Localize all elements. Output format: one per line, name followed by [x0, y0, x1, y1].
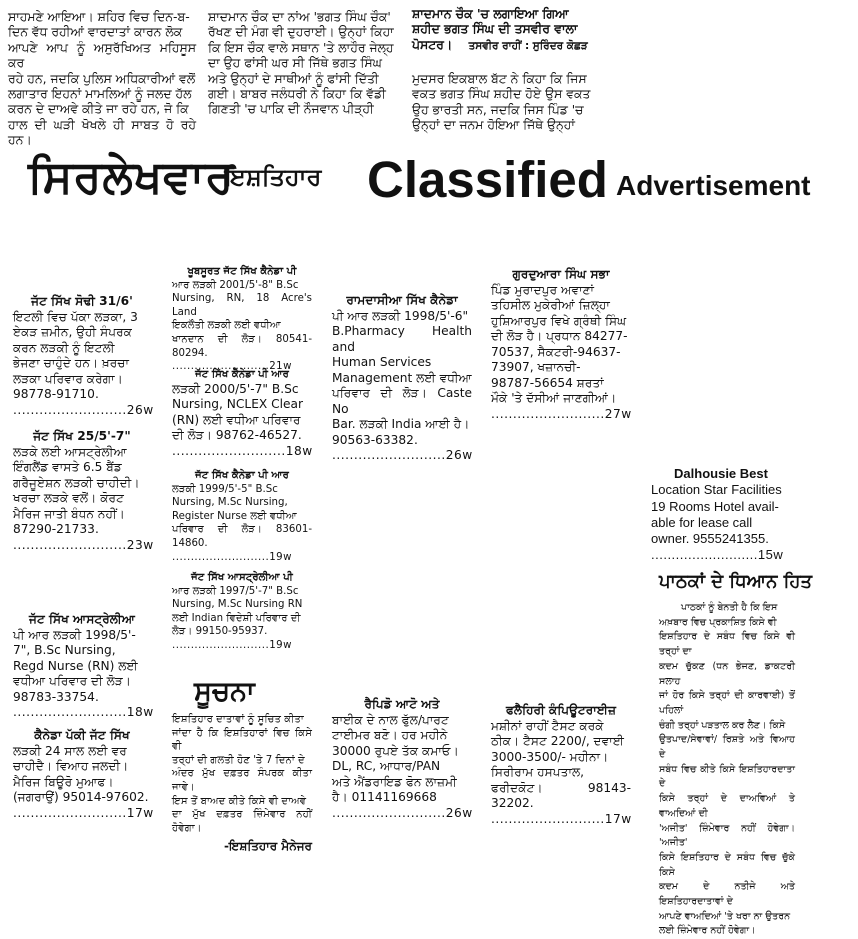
ad-code: 15w [757, 547, 784, 563]
ad-heading: ਖੂਬਸੂਰਤ ਜੱਟ ਸਿੱਖ ਕੈਨੇਡਾ ਪੀ [187, 266, 297, 277]
ad-line: able for lease call [651, 514, 753, 530]
classified-ad [332, 293, 472, 464]
ad-line: ਹੁਸ਼ਿਆਰਪੁਰ ਵਿਖੇ ਗ੍ਰੰਥੀ ਸਿੰਘ [491, 313, 627, 328]
ad-heading: ਜੱਟ ਸਿੱਖ 25/5'-7" [33, 429, 131, 443]
ad-heading: ਕੈਨੇਡਾ ਪੱਕੀ ਜੱਟ ਸਿੱਖ [34, 728, 130, 742]
ad-line: ਫਰੀਦਕੋਟ। 98143-32202. [491, 780, 631, 810]
ad-heading: ਜੱਟ ਸਿੱਖ ਸੋਢੀ 31/6' [31, 294, 133, 308]
section-title-punjabi: ਸਿਰਲੇਖਵਾਰ [28, 150, 235, 203]
notice-line: ਕਿਸੇ ਇਸ਼ਤਿਹਾਰ ਦੇ ਸਬੰਧ ਵਿਚ ਚੁੱਕੇ ਕਿਸੇ [659, 851, 795, 878]
ad-line: owner. 9555241355. [651, 531, 769, 547]
section-subtitle-english: Advertisement [616, 170, 811, 201]
readers-notice [659, 601, 795, 939]
ad-code: 19w [269, 639, 292, 651]
ad-line: ਵਧੀਆ ਪਰਿਵਾਰ ਦੀ ਲੋੜ। [13, 674, 132, 688]
news-line: ਅਤੇ ਉਨ੍ਹਾਂ ਦੇ ਸਾਥੀਆਂ ਨੂੰ ਫਾਂਸੀ ਦਿੱਤੀ [208, 70, 379, 86]
ad-line: ਪਿੰਡ ਮੁਰਾਦਪੁਰ ਅਵਾਣਾਂ [491, 282, 594, 297]
ad-line: ਲੜਕੀ 1999/5'-5" B.Sc [172, 483, 278, 495]
ad-line: ਲੜਕੇ ਲਈ ਆਸਟ੍ਰੇਲੀਆ [13, 444, 127, 459]
notice-line: ਉਤਪਾਦ/ਸੇਵਾਵਾਂ/ ਰਿਸ਼ਤੇ ਅਤੇ ਵਿਆਹ ਦੇ [659, 734, 795, 761]
news-line: ਗਿਣਤੀ 'ਚ ਪਾਕਿ ਦੀ ਨੌਜਵਾਨ ਪੀੜ੍ਹੀ [208, 101, 374, 117]
ad-line: ਲਈ Indian ਵਿਦੇਸ਼ੀ ਪਰਿਵਾਰ ਦੀ [172, 612, 301, 624]
ad-line: ਆਰ ਲੜਕੀ 1997/5'-7" B.Sc [172, 585, 299, 597]
ad-code: 19w [269, 551, 292, 563]
photo-credit: ਤਸਵੀਰ ਰਾਹੀਂ : ਸੁਰਿੰਦਰ ਕੋਛੜ [468, 39, 588, 52]
ad-line: 87290-21733. [13, 522, 99, 536]
ad-separator: ..........................26w [332, 805, 473, 820]
ad-separator: ..........................26w [13, 402, 154, 417]
ad-line: Human Services [332, 355, 432, 369]
ad-line: ਆਰ ਲੜਕੀ 2001/5'-8" B.Sc [172, 279, 299, 291]
ad-line: 30000 ਰੁਪਏ ਤੱਕ ਕਮਾਓ। [332, 743, 459, 758]
ad-line: ਲੜਕੀ 2000/5'-7" B.Sc [172, 381, 299, 396]
classified-ad [332, 697, 472, 821]
ad-line: ਪਰਿਵਾਰ ਦੀ ਲੋੜ। Caste No [332, 386, 472, 416]
ad-code: 27w [604, 406, 632, 421]
notice-line: ਕਿਸੇ ਤਰ੍ਹਾਂ ਦੇ ਦਾਅਵਿਆਂ ਤੇ ਵਾਅਦਿਆਂ ਦੀ [659, 793, 795, 819]
news-line: ਉਹ ਭਾਰਤੀ ਸਨ, ਜਦਕਿ ਜਿਸ ਪਿੰਡ 'ਚ [412, 101, 584, 117]
classified-ad [172, 265, 312, 374]
ad-line: ਟਾਈਮਰ ਬਣੋ। ਹਰ ਮਹੀਨੇ [332, 728, 448, 742]
notice-line: ਸਬੰਧ ਵਿਚ ਕੀਤੇ ਕਿਸੇ ਇਸ਼ਤਿਹਾਰਦਾਤਾ ਦੇ [659, 763, 795, 790]
notice-line: ਇਸ਼ਤਿਹਾਰ ਦਾਤਾਵਾਂ ਨੂੰ ਸੂਚਿਤ ਕੀਤਾ [172, 714, 304, 725]
notice-line: ਕਦਮ ਚੁੱਕਣ (ਧਨ ਭੇਜਣ, ਡਾਕਟਰੀ ਸਲਾਹ [659, 660, 795, 687]
notice-line: ਦਾ ਮੁੱਖ ਦਫ਼ਤਰ ਜ਼ਿੰਮੇਵਾਰ ਨਹੀਂ ਹੋਵੇਗਾ। [172, 809, 312, 834]
ad-line: 3000-3500/- ਮਹੀਨਾ। [491, 749, 609, 764]
ad-line: ਮੈਰਿਜ ਜਾਤੀ ਬੰਧਨ ਨਹੀਂ। [13, 506, 125, 521]
ad-separator: ..........................17w [491, 811, 632, 826]
ad-code: 21w [269, 361, 292, 373]
ad-line: ਕਰਨ ਲੜਕੀ ਨੂੰ ਇਟਲੀ [13, 340, 115, 355]
ad-line: ਲੜਕਾ ਪਰਿਵਾਰ ਕਰੇਗਾ। [13, 371, 123, 386]
ad-line: B.Pharmacy Health and [332, 324, 472, 354]
news-line: ਮੁਦਸਰ ਇਕਬਾਲ ਬੱਟ ਨੇ ਕਿਹਾ ਕਿ ਜਿਸ [412, 71, 587, 86]
ad-separator: ..........................27w [491, 406, 632, 421]
caption-line: ਸ਼ਹੀਦ ਭਗਤ ਸਿੰਘ ਦੀ ਤਸਵੀਰ ਵਾਲਾ [412, 21, 578, 37]
ad-separator: ..........................18w [172, 443, 313, 458]
ad-line: 98787-56654 ਸ਼ਰਤਾਂ [491, 375, 604, 390]
notice-line: ਅੰਦਰ ਮੁੱਖ ਦਫ਼ਤਰ ਸੰਪਰਕ ਕੀਤਾ ਜਾਵੇ। [172, 768, 312, 793]
caption-line [412, 37, 600, 54]
ad-line: Location Star Facilities [651, 482, 782, 498]
ad-line: ਮੌਕੇ 'ਤੇ ਦੱਸੀਆਂ ਜਾਣਗੀਆਂ। [491, 391, 617, 405]
news-line: ਰੱਖਣ ਦੀ ਮੰਗ ਵੀ ਦੁਹਰਾਈ। ਉਨ੍ਹਾਂ ਕਿਹਾ [208, 24, 394, 40]
ad-heading: ਗੁਰਦੁਆਰਾ ਸਿੰਘ ਸਭਾ [512, 267, 610, 281]
classified-ad [651, 466, 791, 564]
ad-heading: ਫਲੈਹਿਰੀ ਕੰਪਿਊਟਰਾਈਜ਼ [505, 703, 617, 717]
notice-line: ਜਾਂਦਾ ਹੈ ਕਿ ਇਸ਼ਤਿਹਾਰਾਂ ਵਿਚ ਕਿਸੇ ਵੀ [172, 727, 312, 753]
ad-separator: ..........................19w [172, 639, 292, 651]
ad-code: 23w [126, 537, 154, 552]
news-line: ਗਈ। ਬਾਬਰ ਜਲੰਧਰੀ ਨੇ ਕਿਹਾ ਕਿ ਵੱਡੀ [208, 86, 386, 102]
notice-signature: -ਇਸ਼ਤਿਹਾਰ ਮੈਨੇਜਰ [223, 839, 312, 854]
ad-line: ਹੈ। 01141169668 [332, 790, 437, 804]
notice-line: ਪਾਠਕਾਂ ਨੂੰ ਬੇਨਤੀ ਹੈ ਕਿ ਇਸ [681, 602, 778, 613]
notice-line: ਲਈ ਜ਼ਿੰਮੇਵਾਰ ਨਹੀਂ ਹੋਵੇਗਾ। [659, 925, 756, 937]
ad-code: 26w [445, 448, 473, 462]
photo-caption [412, 6, 600, 54]
ad-line: ਪੀ ਆਰ ਲੜਕੀ 1998/5'- [13, 627, 136, 642]
ad-separator: ..........................26w [332, 448, 473, 462]
news-line: ਸਾਹਮਣੇ ਆਇਆ। ਸ਼ਹਿਰ ਵਿਚ ਦਿਨ-ਬ- [8, 9, 190, 24]
ad-line: DL, RC, ਆਧਾਰ/PAN [332, 759, 441, 773]
ad-line: ਭੇਜਣਾ ਚਾਹੁੰਦੇ ਹਨ। ਖ਼ਰਚਾ [13, 356, 130, 370]
ad-line: Nursing, M.Sc Nursing, [172, 497, 288, 509]
ad-code: 18w [126, 705, 154, 719]
ad-separator: ..........................19w [172, 551, 292, 563]
notice-line: ਕਦਮ ਦੇ ਨਤੀਜੇ ਅਤੇ ਇਸ਼ਤਿਹਾਰਦਾਤਾਵਾਂ ਦੇ [659, 881, 795, 908]
ad-line: ਮਸ਼ੀਨਾਂ ਰਾਹੀਂ ਟੈਸਟ ਕਰਕੇ [491, 718, 604, 733]
ad-code: 17w [126, 805, 154, 820]
classified-ad [13, 612, 154, 721]
ad-line: ਤਹਿਸੀਲ ਮੁਕੇਰੀਆਂ ਜ਼ਿਲ੍ਹਾ [491, 298, 610, 312]
news-line: ਉਨ੍ਹਾਂ ਦਾ ਜਨਮ ਹੋਇਆ ਜਿੱਥੇ ਉਨ੍ਹਾਂ [412, 117, 575, 133]
ad-separator: ..........................17w [13, 805, 154, 820]
ad-line: ਖਾਨਦਾਨ ਦੀ ਲੋੜ। 80541-80294. [172, 333, 312, 359]
notice-title: ਸੂਚਨਾ [194, 676, 255, 707]
ad-line: ਖਰਚਾ ਲੜਕੇ ਵਲੋਂ। ਕੋਰਟ [13, 491, 124, 505]
caption-line: ਸ਼ਾਦਮਾਨ ਚੌਕ 'ਚ ਲਗਾਇਆ ਗਿਆ [412, 6, 569, 21]
ad-heading: ਰਾਮਦਾਸੀਆ ਸਿੱਖ ਕੈਨੇਡਾ [346, 293, 458, 307]
ad-heading: ਜੱਟ ਸਿੱਖ ਆਸਟ੍ਰੇਲੀਆ ਪੀ [191, 572, 293, 583]
section-title-english: Classified [367, 151, 608, 208]
ad-line: ਬਾਈਕ ਦੇ ਨਾਲ ਫੁੱਲ/ਪਾਰਟ [332, 712, 449, 727]
ad-line: (RN) ਲਈ ਵਧੀਆ ਪਰਿਵਾਰ [172, 412, 301, 427]
notice-line: ਤਰ੍ਹਾਂ ਦੀ ਗਲਤੀ ਹੋਣ 'ਤੇ 7 ਦਿਨਾਂ ਦੇ [172, 754, 305, 766]
notice-line: ਆਪਣੇ ਵਾਅਦਿਆਂ 'ਤੇ ਖਰਾ ਨਾ ਉਤਰਨ [659, 910, 791, 922]
classified-ad [491, 703, 631, 827]
classified-ad [13, 429, 154, 553]
ad-code: 26w [126, 402, 154, 417]
ad-line: ਗਰੈਜੂਏਸ਼ਨ ਲੜਕੀ ਚਾਹੀਦੀ। [13, 475, 140, 490]
ad-line: ਏਕੜ ਜ਼ਮੀਨ, ਉਹੀ ਸੰਪਰਕ [13, 325, 132, 339]
ad-line: 90563-63382. [332, 432, 418, 447]
ad-line: Nursing, RN, 18 Acre's Land [172, 293, 312, 318]
ad-line: ਅਤੇ ਐਂਡਰਾਇਡ ਫੋਨ ਲਾਜ਼ਮੀ [332, 774, 457, 789]
ad-line: 19 Rooms Hotel avail- [651, 498, 779, 514]
news-column-3 [412, 71, 600, 133]
readers-notice-title: ਪਾਠਕਾਂ ਦੇ ਧਿਆਨ ਹਿਤ [659, 571, 813, 592]
ad-line: 70537, ਸੈਕਟਰੀ-94637- [491, 344, 621, 359]
ad-line: 98778-91710. [13, 387, 99, 401]
ad-line: ਦੀ ਲੋੜ। 98762-46527. [172, 428, 302, 443]
ad-code: 18w [285, 443, 313, 458]
ad-line: (ਜਗਰਾਉਂ) 95014-97602. [13, 790, 149, 804]
ad-heading: Dalhousie Best [674, 466, 768, 481]
ad-line: 7", B.Sc Nursing, [13, 643, 116, 657]
ad-line: ਠੀਕ। ਟੈਸਟ 2200/, ਦਵਾਈ [491, 734, 625, 748]
ad-code: 17w [604, 811, 632, 826]
ad-code: 26w [445, 805, 473, 820]
news-line: ਰਹੇ ਹਨ, ਜਦਕਿ ਪੁਲਿਸ ਅਧਿਕਾਰੀਆਂ ਵਲੋਂ [8, 70, 196, 86]
ad-line: ਚਾਹੀਦੈ। ਵਿਆਹ ਜਲਦੀ। [13, 759, 129, 773]
ad-line: Nursing, M.Sc Nursing RN [172, 599, 303, 611]
news-line: ਕਰਨ ਦੇ ਦਾਅਵੇ ਕੀਤੇ ਜਾ ਰਹੇ ਹਨ, ਜੋ ਕਿ [8, 101, 189, 117]
ad-line: 98783-33754. [13, 689, 99, 704]
ad-heading: ਜੱਟ ਸਿੱਖ ਕੈਨੇਡਾ ਪੀ ਆਰ [195, 369, 289, 380]
ad-line: ਇਕਲੌਤੀ ਲੜਕੀ ਲਈ ਵਧੀਆ [172, 320, 281, 332]
ad-line: ਇਟਲੀ ਵਿਚ ਪੱਕਾ ਲੜਕਾ, 3 [13, 309, 138, 324]
ad-line: Management ਲਈ ਵਧੀਆ [332, 370, 472, 385]
news-line: ਆਪਣੇ ਆਪ ਨੂੰ ਅਸੁਰੱਖਿਅਤ ਮਹਿਸੂਸ ਕਰ [8, 39, 196, 71]
ad-line: Nursing, NCLEX Clear [172, 397, 304, 412]
ad-line: ਲੋੜ। 99150-95937. [172, 626, 268, 638]
ad-line: Bar. ਲੜਕੀ India ਆਈ ਹੈ। [332, 417, 470, 431]
news-line: ਹਾਲ ਦੀ ਘੜੀ ਖੋਖਲੇ ਹੀ ਸਾਬਤ ਹੋ ਰਹੇ ਹਨ। [8, 116, 196, 148]
ad-separator: ..........................21w [172, 361, 292, 373]
ad-line: ਦੀ ਲੋੜ ਹੈ। ਪ੍ਰਧਾਨ 84277- [491, 329, 628, 343]
ad-line: ਪੀ ਆਰ ਲੜਕੀ 1998/5'-6" [332, 308, 469, 323]
notice-line: 'ਅਜੀਤ' ਜ਼ਿੰਮੇਵਾਰ ਨਹੀਂ ਹੋਵੇਗਾ। 'ਅਜੀਤ' [659, 822, 795, 849]
notice-line: ਇਸ਼ਤਿਹਾਰ ਦੇ ਸਬੰਧ ਵਿਚ ਕਿਸੇ ਵੀ ਤਰ੍ਹਾਂ ਦਾ [659, 631, 795, 658]
notice-line: ਜਾਂ ਹੋਰ ਕਿਸੇ ਤਰ੍ਹਾਂ ਦੀ ਕਾਰਵਾਈ) ਤੋਂ ਪਹਿਲਾਂ [659, 690, 795, 716]
news-column-2 [208, 9, 402, 117]
news-line: ਕਿ ਇਸ ਚੌਕ ਵਾਲੇ ਸਥਾਨ 'ਤੇ ਲਾਹੌਰ ਜੇਲ੍ਹ [208, 39, 394, 55]
ad-heading: ਜੱਟ ਸਿੱਖ ਆਸਟ੍ਰੇਲੀਆ [29, 612, 135, 626]
news-line: ਦਾ ਉਹ ਫਾਂਸੀ ਘਰ ਸੀ ਜਿੱਥੇ ਭਗਤ ਸਿੰਘ [208, 55, 382, 71]
classified-ad [13, 294, 154, 418]
news-line: ਦਿਨ ਵੱਧ ਰਹੀਆਂ ਵਾਰਦਾਤਾਂ ਕਾਰਨ ਲੋਕ [8, 24, 183, 40]
news-line: ਵਕਤ ਭਗਤ ਸਿੰਘ ਸ਼ਹੀਦ ਹੋਏ ਉਸ ਵਕਤ [412, 86, 591, 102]
ad-heading: ਰੈਪਿਡੋ ਆਟੋ ਅਤੇ [364, 697, 440, 711]
ad-line: ਇੰਗਲੈਂਡ ਵਾਸਤੇ 6.5 ਬੈਂਡ [13, 460, 122, 474]
news-line: ਸ਼ਾਦਮਾਨ ਚੌਕ ਦਾ ਨਾਂਅ 'ਭਗਤ ਸਿੰਘ ਚੌਕ' [208, 9, 391, 24]
news-line: ਲਗਾਤਾਰ ਇਹਨਾਂ ਮਾਮਲਿਆਂ ਨੂੰ ਜਲਦ ਹੱਲ [8, 86, 192, 102]
ad-heading: ਜੱਟ ਸਿੱਖ ਕੈਨੇਡਾ ਪੀ ਆਰ [195, 470, 289, 481]
ad-line: ਸਿਰੀਰਾਮ ਹਸਪਤਾਲ, [491, 765, 585, 779]
ad-line: ਮੈਰਿਜ ਬਿਊਰੋ ਮੁਆਫ। [13, 774, 114, 789]
ad-separator: ..........................15w [651, 547, 784, 563]
ad-separator: ..........................23w [13, 537, 154, 552]
notice-line: ਇਸ ਤੋਂ ਬਾਅਦ ਕੀਤੇ ਕਿਸੇ ਵੀ ਦਾਅਵੇ [172, 795, 307, 807]
news-column-1 [8, 9, 196, 148]
ad-separator: ..........................18w [13, 705, 154, 719]
ad-line: Regd Nurse (RN) ਲਈ [13, 658, 138, 673]
ad-line: ਪਰਿਵਾਰ ਦੀ ਲੋੜ। 83601-14860. [172, 524, 312, 549]
classified-ad [172, 368, 312, 459]
section-subtitle-punjabi: ਇਸ਼ਤਿਹਾਰ [225, 163, 322, 191]
classified-ad [172, 571, 312, 653]
classified-ad [172, 469, 312, 564]
ad-line: Register Nurse ਲਈ ਵਧੀਆ [172, 510, 297, 522]
notice-line: ਅਖ਼ਬਾਰ ਵਿਚ ਪ੍ਰਕਾਸ਼ਿਤ ਕਿਸੇ ਵੀ [659, 616, 777, 628]
caption-line: ਪੋਸਟਰ। [412, 36, 453, 52]
ad-line: ਲੜਕੀ 24 ਸਾਲ ਲਈ ਵਰ [13, 743, 127, 758]
notice-line: ਚੰਗੀ ਤਰ੍ਹਾਂ ਪੜਤਾਲ ਕਰ ਲੈਣ। ਕਿਸੇ [659, 719, 786, 731]
ad-line: 73907, ਖਜ਼ਾਨਚੀ- [491, 360, 581, 374]
classified-ad [13, 728, 154, 821]
advertiser-notice [172, 713, 312, 854]
classified-ad [491, 267, 631, 422]
